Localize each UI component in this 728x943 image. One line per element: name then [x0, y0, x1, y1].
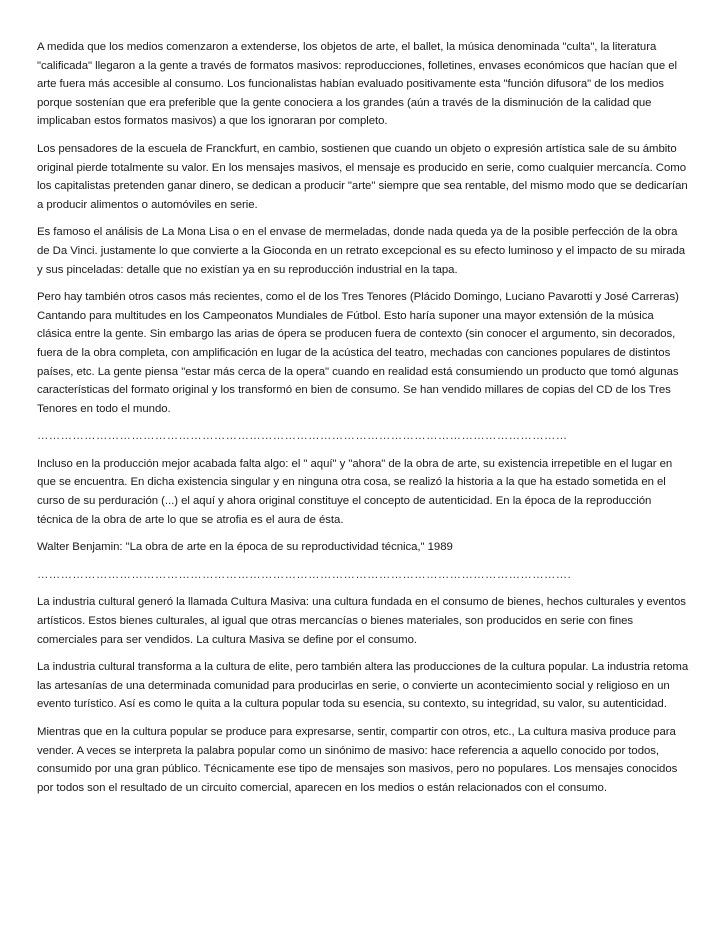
paragraph-popular-vs-mass: Mientras que en la cultura popular se produce para expresarse, sentir, compartir con otros, etc., La cultura masiva produce para vender. A veces se interpreta la palabra popular como un sinónimo de masivo: hace referencia a aquello conocido por todos, consumido por una gran público. Técnicamente ese tipo de mensajes son masivos, pero no populares. Los mensajes conocidos por todos son el resultado de un circuito comercial, aparecen en los medios o están relacionados con el consumo.: [37, 726, 678, 794]
dotted-separator: ……………………………………………………………………………………………………………………….: [37, 568, 572, 581]
paragraph-frankfurt-school: Los pensadores de la escuela de Franckfurt, en cambio, sostienen que cuando un objeto o expresión artística sale de su ámbito original pierde totalmente su valor. En los mensajes masivos, el mensaje es producido en serie, como cualquier mercancía. Como los capitalistas pretenden ganar dinero, se dedican a producir "arte" siempre que sea rentable, del mismo modo que se dedicarían a producir alimentos o automóviles en serie.: [37, 142, 688, 211]
document-body: [37, 38, 689, 806]
paragraph-popular-culture: La industria cultural transforma a la cultura de elite, pero también altera las producciones de la cultura popular. La industria retoma las artesanías de una determinada comunidad para producirlas en serie, o convierte un acontecimiento social y religioso en un evento turístico. Así es como le quita a la cultura popular toda su esencia, su contexto, su integridad, su valor, su autenticidad.: [37, 661, 689, 711]
dotted-separator: ………………………………………………………………………………………………………………………: [37, 430, 568, 443]
paragraph-mona-lisa: Es famoso el análisis de La Mona Lisa o en el envase de mermeladas, donde nada queda ya de la posible perfección de la obra de Da Vinci. justamente lo que convierte a la Gioconda en un retrato excepcional es su efecto luminoso y el impacto de su mirada y sus pinceladas: detalle que no existían ya en su reproducción industrial en la tapa.: [37, 226, 686, 276]
paragraph-media-expansion: A medida que los medios comenzaron a extenderse, los objetos de arte, el ballet, la música denominada "culta", la literatura "calificada" llegaron a la gente a través de formatos masivos: reproducciones, folletines, envases económicos que hacían que el arte fuera más accesible al consumo. Los funcionalistas habían evaluado positivamente esta "función difusora" de los medios porque sostenían que era preferible que la gente conociera a los grandes (aún a través de la disminución de la calidad que implicaban estos formatos masivos) a que los ignoraran por completo.: [37, 41, 677, 128]
paragraph-benjamin-quote: Incluso en la producción mejor acabada falta algo: el " aquí" y "ahora" de la obra de arte, su existencia irrepetible en el lugar en que se encuentra. En dicha existencia singular y en ninguna otra cosa, se realizó la historia a la que ha estado sometida en el curso de su perduración (...) el aquí y ahora original constituye el concepto de autenticidad. En la época de la reproducción técnica de la obra de arte lo que se atrofia es el aura de ésta.: [37, 457, 673, 526]
paragraph-benjamin-citation: Walter Benjamin: "La obra de arte en la época de su reproductividad técnica," 1989: [37, 541, 453, 554]
paragraph-three-tenors: Pero hay también otros casos más recientes, como el de los Tres Tenores (Plácido Domingo, Luciano Pavarotti y José Carreras) Cantando para multitudes en los Campeonatos Mundiales de Fútbol. Esto haría suponer una mayor extensión de la música clásica entre la gente. Sin embargo las arias de ópera se producen fuera de contexto (sin conocer el argumento, sin decorados, fuera de la obra completa, con amplificación en lugar de la acústica del teatro, mechadas con canciones populares de distintos países, etc. La gente piensa "estar más cerca de la opera" cuando en realidad está consumiendo un producto que tomó algunas características del formato original y los transformó en bien de consumo. Se han vendido millares de copias del CD de los Tres Tenores en todo el mundo.: [37, 291, 679, 415]
paragraph-mass-culture: La industria cultural generó la llamada Cultura Masiva: una cultura fundada en el consumo de bienes, hechos culturales y eventos artísticos. Estos bienes culturales, al igual que otras mercancías o bienes materiales, son producidos en serie con fines comerciales para ser vendidos. La cultura Masiva se define por el consumo.: [37, 596, 686, 646]
